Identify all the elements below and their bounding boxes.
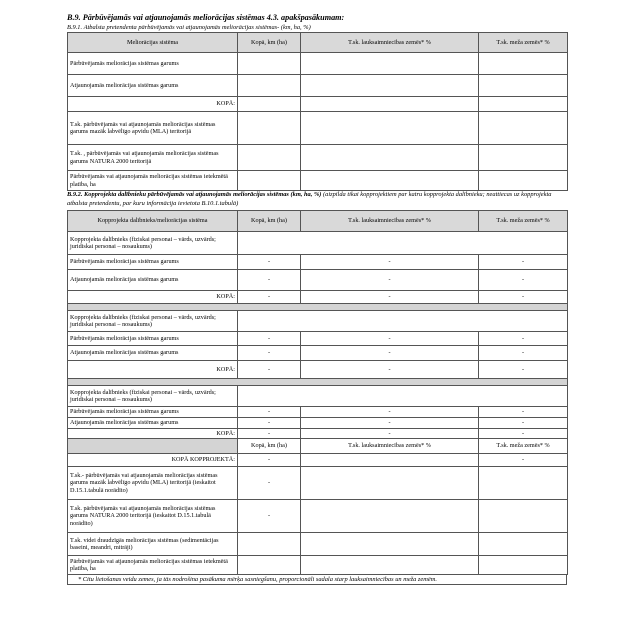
value-cell[interactable]: -: [479, 270, 568, 291]
separator: [68, 379, 568, 386]
table2-header-row: [68, 211, 568, 232]
participant-name-input[interactable]: [238, 386, 568, 407]
input-cell[interactable]: [479, 75, 568, 97]
value-cell[interactable]: -: [238, 270, 301, 291]
col-header-forest: T.sk. meža zemēs* %: [479, 439, 568, 454]
table-row: [68, 533, 568, 556]
separator-row: [68, 379, 568, 386]
row-label: T.sk. , pārbūvējamās vai atjaunojamās meliorācijas sistēmas garums NATURA 2000 teritorijā: [68, 145, 238, 171]
value-cell[interactable]: -: [479, 407, 568, 418]
col-header-total: Kopā, km (ha): [238, 211, 301, 232]
value-cell[interactable]: -: [238, 500, 301, 533]
input-cell[interactable]: [479, 533, 568, 556]
total-label: KOPĀ:: [68, 291, 238, 304]
input-cell[interactable]: [301, 171, 479, 191]
value-cell[interactable]: -: [238, 346, 301, 361]
col-header-agri: T.sk. lauksaimniecības zemēs* %: [301, 211, 479, 232]
table-row: [68, 346, 568, 361]
table-row: [68, 332, 568, 346]
table-applicant-systems: [67, 32, 568, 191]
input-cell[interactable]: [479, 467, 568, 500]
row-label: T.sk. pārbūvējamās vai atjaunojamās meliorācijas sistēmas garums NATURA 2000 teritorijā (ieskaitot D.15.1.tabulā norādīto): [68, 500, 238, 533]
input-cell[interactable]: [238, 145, 301, 171]
input-cell[interactable]: [301, 556, 479, 575]
table-row: [68, 500, 568, 533]
input-cell[interactable]: [301, 467, 479, 500]
footnote: * Citu lietošanas veidu zemes, ja tās nodrošina pasākuma mērķa sasniegšanu, proporcionāli sadala starp lauksaimniecības un meža zemēm.: [67, 575, 567, 585]
total-row: [68, 291, 568, 304]
value-cell[interactable]: -: [479, 429, 568, 439]
table2-caption: [67, 191, 567, 210]
value-cell[interactable]: -: [301, 291, 479, 304]
value-cell[interactable]: -: [301, 418, 479, 429]
participant-name-input[interactable]: [238, 232, 568, 255]
value-cell[interactable]: -: [238, 291, 301, 304]
input-cell[interactable]: [301, 454, 479, 467]
input-cell[interactable]: [238, 97, 301, 112]
value-cell[interactable]: -: [238, 418, 301, 429]
row-label: Pārbūvējamās meliorācijas sistēmas garums: [68, 255, 238, 270]
table1-header-row: [68, 33, 568, 53]
total-row: [68, 97, 568, 112]
value-cell[interactable]: -: [479, 346, 568, 361]
participant-label: Kopprojekta dalībnieks (fiziskai personai – vārds, uzvārds; juridiskai personai – nosaukums): [68, 311, 238, 332]
total-row: [68, 429, 568, 439]
row-label: Pārbūvējamās vai atjaunojamās meliorācijas sistēmas ietekmētā platība, ha: [68, 556, 238, 575]
participant-name-input[interactable]: [238, 311, 568, 332]
value-cell[interactable]: -: [301, 332, 479, 346]
row-label: T.sk. pārbūvējamās vai atjaunojamās meliorācijas sistēmas garums mazāk labvēlīgo apvidu (MLA) teritorijā: [68, 112, 238, 145]
grand-total-label: KOPĀ KOPPROJEKTĀ:: [68, 454, 238, 467]
input-cell[interactable]: [479, 112, 568, 145]
row-label: Pārbūvējamās meliorācijas sistēmas garums: [68, 407, 238, 418]
input-cell[interactable]: [238, 556, 301, 575]
input-cell[interactable]: [479, 145, 568, 171]
row-label: Atjaunojamās meliorācijas sistēmas garums: [68, 270, 238, 291]
value-cell[interactable]: -: [479, 361, 568, 379]
table1-caption: B.9.1. Atbalsta pretendenta pārbūvējamās vai atjaunojamās meliorācijas sistēmas- (km, ha, %): [67, 24, 311, 31]
input-cell[interactable]: [479, 53, 568, 75]
value-cell[interactable]: -: [479, 332, 568, 346]
table-row: [68, 418, 568, 429]
value-cell[interactable]: -: [301, 361, 479, 379]
table-row: [68, 556, 568, 575]
input-cell[interactable]: [238, 112, 301, 145]
col-header-participant: Kopprojekta dalībnieks/meliorācijas sistēma: [68, 211, 238, 232]
input-cell[interactable]: [301, 533, 479, 556]
col-header-total: Kopā, km (ha): [238, 33, 301, 53]
input-cell[interactable]: [301, 112, 479, 145]
table-participant-systems: [67, 210, 568, 575]
participant-row: [68, 386, 568, 407]
value-cell[interactable]: -: [479, 291, 568, 304]
table-row: [68, 145, 568, 171]
col-header-total: Kopā, km (ha): [238, 439, 301, 454]
document-page: [67, 12, 567, 585]
table-row: [68, 53, 568, 75]
row-label: T.sk.- pārbūvējamās vai atjaunojamās meliorācijas sistēmas garums mazāk labvēlīgo apvidu (MLA) teritorijā (ieskaitot D.15.1.tabulā norādīto): [68, 467, 238, 500]
col-header-agri: T.sk. lauksaimniecības zemēs* %: [301, 439, 479, 454]
value-cell[interactable]: -: [238, 467, 301, 500]
participant-row: [68, 232, 568, 255]
table-row: [68, 112, 568, 145]
table-row: [68, 270, 568, 291]
participant-label: Kopprojekta dalībnieks (fiziskai personai – vārds, uzvārds; juridiskai personai – nosaukums): [68, 232, 238, 255]
total-label: KOPĀ:: [68, 97, 238, 112]
input-cell[interactable]: [479, 171, 568, 191]
value-cell[interactable]: -: [238, 454, 301, 467]
input-cell[interactable]: [238, 75, 301, 97]
value-cell[interactable]: -: [301, 407, 479, 418]
row-label: T.sk. videi draudzīgās meliorācijas sistēmas (sedimentācijas baseini, meandri, mitrāji): [68, 533, 238, 556]
col-header-forest: T.sk. meža zemēs* %: [479, 33, 568, 53]
separator-row: [68, 304, 568, 311]
value-cell[interactable]: -: [479, 454, 568, 467]
row-label: Atjaunojamās meliorācijas sistēmas garums: [68, 346, 238, 361]
value-cell[interactable]: -: [238, 255, 301, 270]
table-row: [68, 75, 568, 97]
row-label: Pārbūvējamās meliorācijas sistēmas garums: [68, 332, 238, 346]
row-label: Pārbūvējamās vai atjaunojamās meliorācijas sistēmas ietekmētā platība, ha: [68, 171, 238, 191]
col-header-system: Meliorācijas sistēma: [68, 33, 238, 53]
input-cell[interactable]: [301, 145, 479, 171]
input-cell[interactable]: [301, 53, 479, 75]
value-cell[interactable]: -: [238, 429, 301, 439]
col-header-forest: T.sk. meža zemēs* %: [479, 211, 568, 232]
input-cell[interactable]: [301, 75, 479, 97]
participant-label: Kopprojekta dalībnieks (fiziskai personai – vārds, uzvārds; juridiskai personai – nosaukums): [68, 386, 238, 407]
input-cell[interactable]: [301, 97, 479, 112]
col-header-agri: T.sk. lauksaimniecības zemēs* %: [301, 33, 479, 53]
table2-caption-note: (aizpilda tikai kopprojektiem par katru kopprojekta dalībnieku; neattiecas uz kopprojekta atbalsta pretendentu, par kuru informācija ievietota B.10.1.tabulā): [67, 191, 552, 207]
input-cell[interactable]: [479, 500, 568, 533]
table-row: [68, 255, 568, 270]
input-cell[interactable]: [238, 53, 301, 75]
value-cell[interactable]: -: [238, 332, 301, 346]
total-row: [68, 361, 568, 379]
value-cell[interactable]: -: [479, 255, 568, 270]
table2-caption-title: B.9.2. Kopprojekta dalībnieku pārbūvējamās vai atjaunojamās meliorācijas sistēmas (km, ha, %): [67, 191, 322, 198]
input-cell[interactable]: [238, 533, 301, 556]
value-cell[interactable]: -: [238, 361, 301, 379]
value-cell[interactable]: -: [301, 429, 479, 439]
separator: [68, 304, 568, 311]
row-label: Atjaunojamās meliorācijas sistēmas garums: [68, 75, 238, 97]
value-cell[interactable]: -: [301, 270, 479, 291]
value-cell[interactable]: -: [479, 418, 568, 429]
total-label: KOPĀ:: [68, 429, 238, 439]
totals-header-row: [68, 439, 568, 454]
table-row: [68, 467, 568, 500]
value-cell[interactable]: -: [238, 407, 301, 418]
participant-row: [68, 311, 568, 332]
table-row: [68, 171, 568, 191]
row-label: Atjaunojamās meliorācijas sistēmas garums: [68, 418, 238, 429]
input-cell[interactable]: [301, 500, 479, 533]
row-label: Pārbūvējamās meliorācijas sistēmas garums: [68, 53, 238, 75]
blank-cell: [68, 439, 238, 454]
grand-total-row: [68, 454, 568, 467]
value-cell[interactable]: -: [301, 255, 479, 270]
value-cell[interactable]: -: [301, 346, 479, 361]
table-row: [68, 407, 568, 418]
input-cell[interactable]: [479, 556, 568, 575]
section-title: B.9. Pārbūvējamās vai atjaunojamās meliorācijas sistēmas 4.3. apakšpasākumam:: [67, 13, 345, 22]
input-cell[interactable]: [479, 97, 568, 112]
input-cell[interactable]: [238, 171, 301, 191]
total-label: KOPĀ:: [68, 361, 238, 379]
